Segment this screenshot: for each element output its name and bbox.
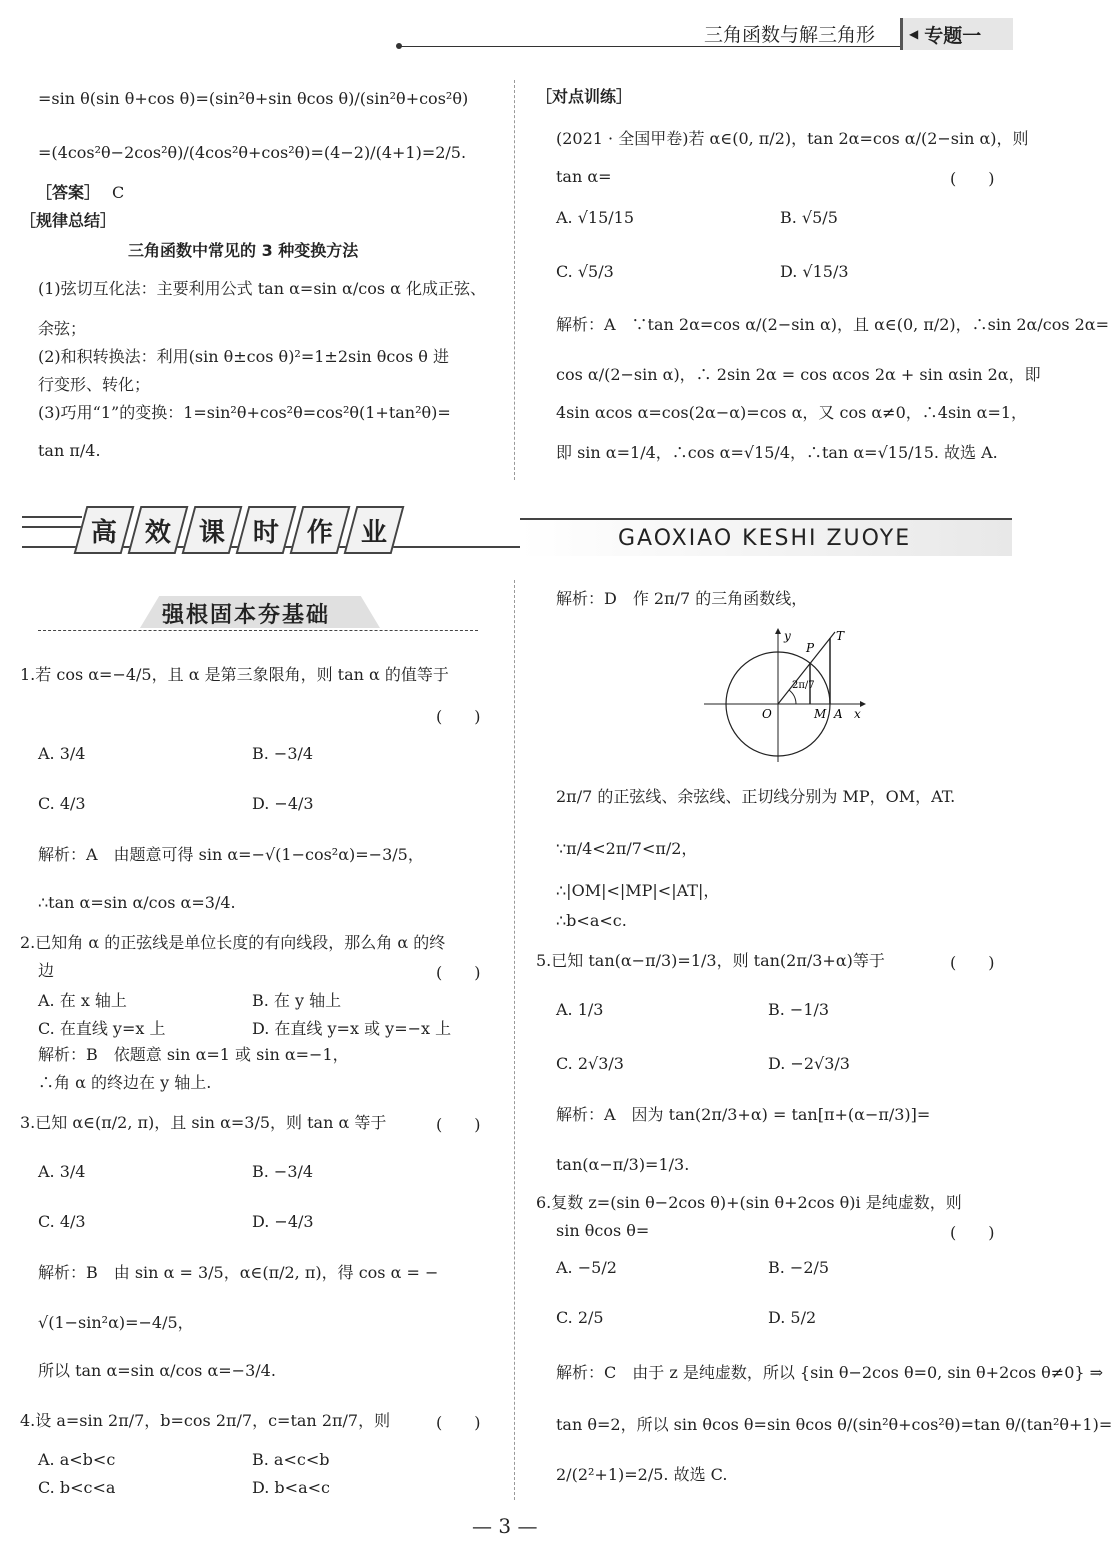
label-m: M — [814, 707, 827, 721]
option-a: A. −5/2 — [556, 1258, 617, 1277]
option-d: D. b<a<c — [252, 1478, 330, 1497]
answer-blank: ( ) — [436, 707, 481, 726]
option-b: B. −2/5 — [768, 1258, 830, 1277]
option-b: B. −1/3 — [768, 1000, 830, 1019]
option-c: C. 4/3 — [38, 1212, 86, 1231]
banner-char: 作 — [306, 517, 333, 548]
question-6-cont: sin θcos θ= — [556, 1221, 650, 1240]
option-c: C. b<c<a — [38, 1478, 116, 1497]
question-1: 1.若 cos α=−4/5，且 α 是第三象限角，则 tan α 的值等于 — [20, 665, 449, 684]
option-c: C. 4/3 — [38, 794, 86, 813]
banner-char: 效 — [144, 517, 171, 548]
triangle-icon: ◀ — [909, 27, 919, 41]
answer-blank: ( ) — [436, 1115, 481, 1134]
option-b: B. √5/5 — [780, 208, 838, 227]
option-b: B. −3/4 — [252, 1162, 314, 1181]
option-c: C. √5/3 — [556, 262, 614, 281]
option-c: C. 2√3/3 — [556, 1054, 624, 1073]
label-y: y — [784, 629, 791, 643]
banner-char: 时 — [252, 517, 279, 548]
banner-rule-top — [22, 516, 82, 518]
text-line: tan α= — [556, 167, 612, 186]
page-number: — 3 — — [472, 1514, 538, 1538]
answer-blank: ( ) — [436, 963, 481, 982]
answer-blank: ( ) — [950, 953, 995, 972]
unit-circle-figure — [700, 626, 870, 766]
solution-line: 解析：B 依题意 sin α=1 或 sin α=−1， — [38, 1045, 349, 1064]
header-badge — [900, 18, 1013, 50]
solution-line: 解析：A 因为 tan(2π/3+α) = tan[π+(α−π/3)]= — [556, 1105, 931, 1124]
text-line: =(4cos²θ−2cos²θ)/(4cos²θ+cos²θ)=(4−2)/(4+1)=2/5. — [38, 143, 467, 162]
question-5: 5.已知 tan(α−π/3)=1/3，则 tan(2π/3+α)等于 — [536, 951, 885, 970]
solution-line: √(1−sin²α)=−4/5， — [38, 1313, 194, 1332]
column-divider — [514, 580, 515, 1500]
summary-label: ［规律总结］ — [20, 211, 117, 230]
solution-line: 解析：C 由于 z 是纯虚数，所以 {sin θ−2cos θ=0, sin θ+2cos θ≠0} ⇒ — [556, 1363, 1104, 1382]
option-d: D. √15/3 — [780, 262, 849, 281]
solution-line: 解析：A ∵tan 2α=cos α/(2−sin α)，且 α∈(0, π/2)，∴sin 2α/cos 2α= — [556, 315, 1110, 334]
answer-label: ［答案］ — [36, 183, 101, 202]
label-x: x — [854, 707, 861, 721]
option-a: A. a<b<c — [38, 1450, 116, 1469]
banner-pinyin: GAOXIAO KESHI ZUOYE — [618, 526, 912, 551]
option-d: D. 在直线 y=x 或 y=−x 上 — [252, 1019, 452, 1038]
label-t: T — [836, 629, 845, 643]
answer-blank: ( ) — [950, 169, 995, 188]
banner-char: 课 — [198, 517, 225, 548]
question-2-cont: 边 — [38, 961, 55, 980]
column-divider — [514, 80, 515, 480]
solution-line: 2/(2²+1)=2/5. 故选 C. — [556, 1465, 728, 1484]
option-a: A. 3/4 — [38, 1162, 86, 1181]
solution-line: 2π/7 的正弦线、余弦线、正切线分别为 MP，OM，AT. — [556, 787, 956, 806]
option-a: A. 在 x 轴上 — [38, 991, 127, 1010]
solution-line: ∵π/4<2π/7<π/2， — [556, 839, 698, 858]
option-c: C. 在直线 y=x 上 — [38, 1019, 166, 1038]
solution-line: 所以 tan α=sin α/cos α=−3/4. — [38, 1361, 276, 1380]
solution-line: 4sin αcos α=cos(2α−α)=cos α，又 cos α≠0，∴4sin α=1， — [556, 403, 1028, 422]
solution-line: ∴b<a<c. — [556, 911, 627, 930]
header-dot — [396, 43, 402, 49]
label-a: A — [834, 707, 843, 721]
header-badge-text: 专题一 — [924, 24, 982, 47]
solution-line: ∴tan α=sin α/cos α=3/4. — [38, 893, 236, 912]
label-angle: 2π/7 — [792, 680, 815, 691]
text-line: (3)巧用“1”的变换：1=sin²θ+cos²θ=cos²θ(1+tan²θ)= — [38, 403, 451, 422]
y-axis-arrow-icon — [775, 628, 781, 634]
solution-line: tan(α−π/3)=1/3. — [556, 1155, 690, 1174]
text-line: (2)和积转换法：利用(sin θ±cos θ)²=1±2sin θcos θ 进 — [38, 347, 449, 366]
x-axis-arrow-icon — [860, 701, 866, 707]
option-d: D. −2√3/3 — [768, 1054, 850, 1073]
solution-line: 解析：B 由 sin α = 3/5，α∈(π/2, π)，得 cos α = − — [38, 1263, 439, 1282]
summary-title: 三角函数中常见的 3 种变换方法 — [128, 241, 359, 260]
solution-line: ∴角 α 的终边在 y 轴上. — [38, 1073, 212, 1092]
option-d: D. 5/2 — [768, 1308, 817, 1327]
text-line: 行变形、转化； — [38, 375, 151, 394]
option-c: C. 2/5 — [556, 1308, 604, 1327]
text-line: (2021 · 全国甲卷)若 α∈(0, π/2)，tan 2α=cos α/(2−sin α)，则 — [556, 129, 1029, 148]
solution-line: ∴|OM|<|MP|<|AT|， — [556, 881, 720, 900]
text-line: (1)弦切互化法：主要利用公式 tan α=sin α/cos α 化成正弦、 — [38, 279, 487, 298]
question-6: 6.复数 z=(sin θ−2cos θ)+(sin θ+2cos θ)i 是纯虚数，则 — [536, 1193, 962, 1212]
solution-line: 即 sin α=1/4，∴cos α=√15/4，∴tan α=√15/15. 故选 A. — [556, 443, 998, 462]
label-o: O — [762, 707, 772, 721]
text-line: 余弦； — [38, 319, 87, 338]
option-d: D. −4/3 — [252, 1212, 314, 1231]
text-line: =sin θ(sin θ+cos θ)=(sin²θ+sin θcos θ)/(sin²θ+cos²θ) — [38, 89, 469, 108]
header-title: 三角函数与解三角形 — [704, 24, 876, 46]
option-d: D. −4/3 — [252, 794, 314, 813]
angle-arc — [789, 690, 796, 704]
solution-line: 解析：D 作 2π/7 的三角函数线， — [556, 589, 808, 608]
section-title: 强根固本夯基础 — [162, 603, 331, 628]
option-b: B. a<c<b — [252, 1450, 330, 1469]
solution-line: cos α/(2−sin α)，∴ 2sin 2α = cos αcos 2α + sin αsin 2α，即 — [556, 365, 1041, 384]
label-p: P — [806, 641, 815, 655]
option-b: B. 在 y 轴上 — [252, 991, 342, 1010]
option-a: A. 3/4 — [38, 744, 86, 763]
section-underline — [38, 630, 478, 631]
option-a: A. 1/3 — [556, 1000, 604, 1019]
banner-char: 业 — [360, 517, 387, 548]
solution-line: 解析：A 由题意可得 sin α=−√(1−cos²α)=−3/5， — [38, 845, 424, 864]
answer-blank: ( ) — [436, 1413, 481, 1432]
practice-label: ［对点训练］ — [536, 87, 633, 106]
option-b: B. −3/4 — [252, 744, 314, 763]
question-4: 4.设 a=sin 2π/7，b=cos 2π/7，c=tan 2π/7，则 — [20, 1411, 391, 1430]
answer-blank: ( ) — [950, 1223, 995, 1242]
option-a: A. √15/15 — [556, 208, 635, 227]
question-3: 3.已知 α∈(π/2, π)，且 sin α=3/5，则 tan α 等于 — [20, 1113, 387, 1132]
answer-value: C — [112, 183, 125, 202]
banner-rule-mid — [22, 526, 82, 528]
solution-line: tan θ=2，所以 sin θcos θ=sin θcos θ/(sin²θ+cos²θ)=tan θ/(tan²θ+1)= — [556, 1415, 1112, 1434]
question-2: 2.已知角 α 的正弦线是单位长度的有向线段，那么角 α 的终 — [20, 933, 446, 952]
text-line: tan π/4. — [38, 441, 101, 460]
banner-char: 高 — [90, 517, 117, 548]
